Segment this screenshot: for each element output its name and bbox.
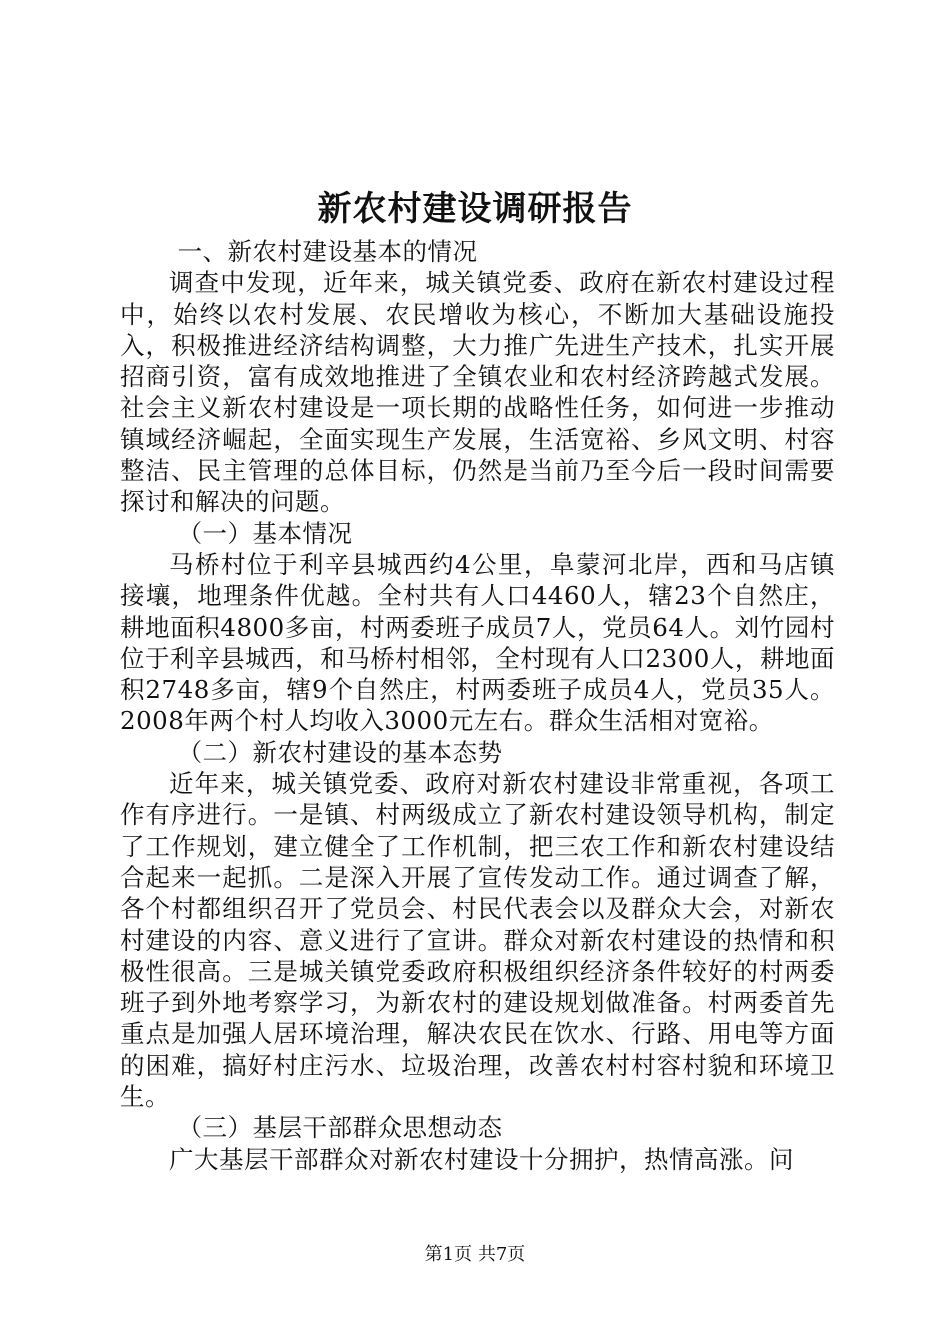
body-paragraph: 广大基层干部群众对新农村建设十分拥护，热情高涨。问 (169, 1144, 794, 1174)
body-paragraph: 调查中发现，近年来，城关镇党委、政府在新农村建设过程中，始终以农村发展、农民增收为核心，不断加大基础设施投入，积极推进经济结构调整，大力推广先进生产技术，扎实开展招商引资，富有成效地推进了全镇农业和农村经济跨越式发展。社会主义新农村建设是一项长期的战略性任务，如何进一步推动镇域经济崛起，全面实现生产发展，生活宽裕、乡风文明、村容整洁、民主管理的总体目标，仍然是当前乃至今后一段时间需要探讨和解决的问题。 (120, 268, 835, 517)
page-footer: 第1页 共7页 (424, 1244, 526, 1265)
section-heading: 一、新农村建设基本的情况 (177, 237, 478, 266)
document-body (120, 236, 835, 1175)
document-title: 新农村建设调研报告 (317, 189, 633, 229)
subsection-heading: （一）基本情况 (177, 518, 353, 548)
subsection-heading: （二）新农村建设的基本态势 (177, 737, 503, 767)
body-paragraph: 马桥村位于利辛县城西约4公里，阜蒙河北岸，西和马店镇接壤，地理条件优越。全村共有人口4460人，辖23个自然庄，耕地面积4800多亩，村两委班子成员7人，党员64人。刘竹园村位于利辛县城西，和马桥村相邻，全村现有人口2300人，耕地面积2748多亩，辖9个自然庄，村两委班子成员4人，党员35人。2008年两个村人均收入3000元左右。群众生活相对宽裕。 (120, 549, 835, 736)
body-paragraph: 近年来，城关镇党委、政府对新农村建设非常重视，各项工作有序进行。一是镇、村两级成立了新农村建设领导机构，制定了工作规划，建立健全了工作机制，把三农工作和新农村建设结合起来一起抓。二是深入开展了宣传发动工作。通过调查了解，各个村都组织召开了党员会、村民代表会以及群众大会，对新农村建设的内容、意义进行了宣讲。群众对新农村建设的热情和积极性很高。三是城关镇党委政府积极组织经济条件较好的村两委班子到外地考察学习，为新农村的建设规划做准备。村两委首先重点是加强人居环境治理，解决农民在饮水、行路、用电等方面的困难，搞好村庄污水、垃圾治理，改善农村村容村貌和环境卫生。 (120, 769, 835, 1112)
subsection-heading: （三）基层干部群众思想动态 (177, 1113, 503, 1143)
